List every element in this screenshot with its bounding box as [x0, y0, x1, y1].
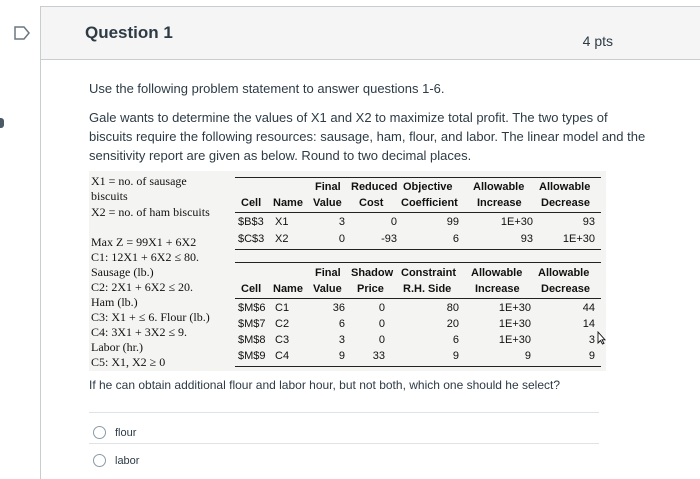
- var-value: 3: [338, 216, 345, 228]
- answer-option-flour[interactable]: [93, 426, 136, 439]
- model-line: X2 = no. of ham biscuits: [91, 205, 210, 219]
- con-cell: $M$6: [238, 302, 266, 314]
- answer-divider: [89, 412, 599, 413]
- statement-line-1: Gale wants to determine the values of X1 and X2 to maximize total profit. The two types of: [89, 110, 608, 125]
- con-increase: 9: [524, 350, 531, 362]
- var-value: 0: [338, 233, 345, 245]
- con-header-price: Price: [357, 283, 384, 295]
- question-intro: Use the following problem statement to answer questions 1-6.: [89, 81, 445, 96]
- model-line: Ham (lb.): [91, 295, 138, 309]
- radio-button[interactable]: [93, 454, 106, 467]
- con-cell: $M$8: [238, 334, 266, 346]
- model-line: C1: 12X1 + 6X2 ≤ 80.: [91, 250, 200, 264]
- con-name: C1: [275, 302, 290, 314]
- var-header-reduced: Reduced: [351, 181, 398, 193]
- table-rule: [235, 212, 601, 213]
- con-name: C2: [275, 318, 290, 330]
- var-header-allowable-dec: Allowable: [539, 181, 591, 193]
- answer-option-label[interactable]: labor: [115, 454, 140, 467]
- statement-line-3: sensitivity report are given as below. Round to two decimal places.: [89, 148, 472, 163]
- var-coefficient: 6: [452, 233, 459, 245]
- con-header-allowable-inc: Allowable: [471, 267, 523, 279]
- model-line: C2: 2X1 + 6X2 ≤ 20.: [91, 280, 194, 294]
- table-rule: [235, 177, 601, 178]
- flag-question-icon[interactable]: [14, 26, 30, 40]
- con-header-rhs: R.H. Side: [403, 283, 452, 295]
- var-coefficient: 99: [446, 216, 459, 228]
- var-header-final: Final: [315, 181, 341, 193]
- con-increase: 1E+30: [498, 302, 531, 314]
- table-rule: [235, 262, 601, 263]
- var-increase: 93: [520, 233, 533, 245]
- model-line: Max Z = 99X1 + 6X2: [91, 235, 197, 249]
- model-line: biscuits: [91, 189, 128, 203]
- question-header: [41, 7, 700, 60]
- answer-option-labor[interactable]: [93, 454, 139, 467]
- con-rhs: 6: [452, 334, 459, 346]
- con-name: C4: [275, 350, 290, 362]
- question-title: Question 1: [85, 23, 173, 42]
- con-cell: $M$9: [238, 350, 266, 362]
- model-line: Labor (hr.): [91, 340, 143, 354]
- con-value: 3: [338, 334, 345, 346]
- var-header-allowable-inc: Allowable: [473, 181, 525, 193]
- var-reduced-cost: -93: [381, 233, 397, 245]
- con-decrease: 9: [588, 350, 595, 362]
- var-header-increase: Increase: [477, 197, 522, 209]
- var-decrease: 93: [582, 216, 595, 228]
- var-header-cell: Cell: [241, 197, 262, 209]
- con-header-increase: Increase: [475, 283, 520, 295]
- var-cell: $B$3: [238, 216, 264, 228]
- var-cell: $C$3: [238, 233, 265, 245]
- con-shadow-price: 0: [378, 302, 385, 314]
- con-value: 6: [338, 318, 345, 330]
- var-increase: 1E+30: [500, 216, 533, 228]
- var-reduced-cost: 0: [390, 216, 397, 228]
- question-prompt: If he can obtain additional flour and labor hour, but not both, which one should he select?: [89, 378, 560, 392]
- con-rhs: 9: [452, 350, 459, 362]
- model-line: C5: X1, X2 ≥ 0: [91, 355, 166, 369]
- con-rhs: 80: [446, 302, 459, 314]
- con-increase: 1E+30: [498, 334, 531, 346]
- statement-line-2: biscuits require the following resources: sausage, ham, flour, and labor. The linear model and the: [89, 129, 646, 144]
- answer-divider: [89, 443, 599, 444]
- var-name: X1: [275, 216, 289, 228]
- table-rule: [235, 366, 601, 367]
- problem-figure: [89, 171, 606, 371]
- question-points: 4 pts: [582, 33, 613, 49]
- con-value: 9: [338, 350, 345, 362]
- var-decrease: 1E+30: [562, 233, 595, 245]
- var-header-value: Value: [313, 197, 342, 209]
- var-header-objective: Objective: [403, 181, 453, 193]
- con-value: 36: [332, 302, 345, 314]
- var-name: X2: [275, 233, 289, 245]
- con-header-shadow: Shadow: [351, 267, 394, 279]
- con-header-name: Name: [273, 283, 303, 295]
- con-header-allowable-dec: Allowable: [538, 267, 590, 279]
- model-line: C4: 3X1 + 3X2 ≤ 9.: [91, 325, 188, 339]
- mouse-cursor-icon: [597, 331, 606, 345]
- con-shadow-price: 0: [378, 318, 385, 330]
- con-decrease: 44: [582, 302, 595, 314]
- model-line: C3: X1 + ≤ 6. Flour (lb.): [91, 310, 210, 324]
- con-increase: 1E+30: [498, 318, 531, 330]
- con-rhs: 20: [446, 318, 459, 330]
- con-header-final: Final: [315, 267, 341, 279]
- con-cell: $M$7: [238, 318, 266, 330]
- con-shadow-price: 0: [378, 334, 385, 346]
- con-header-value: Value: [313, 283, 342, 295]
- con-decrease: 3: [588, 334, 595, 346]
- var-header-name: Name: [273, 197, 303, 209]
- var-header-cost: Cost: [359, 197, 384, 209]
- con-header-constraint: Constraint: [401, 267, 456, 279]
- radio-button[interactable]: [93, 426, 106, 439]
- con-decrease: 14: [582, 318, 595, 330]
- var-header-coefficient: Coefficient: [401, 197, 458, 209]
- table-rule: [235, 249, 601, 250]
- con-shadow-price: 33: [372, 350, 385, 362]
- con-name: C3: [275, 334, 290, 346]
- con-header-cell: Cell: [241, 283, 262, 295]
- page-edge-indicator: [0, 118, 4, 128]
- var-header-decrease: Decrease: [541, 197, 590, 209]
- con-header-decrease: Decrease: [541, 283, 590, 295]
- answer-option-label[interactable]: flour: [115, 426, 137, 439]
- model-line: X1 = no. of sausage: [91, 174, 187, 188]
- model-line: Sausage (lb.): [91, 265, 154, 279]
- table-rule: [235, 298, 601, 299]
